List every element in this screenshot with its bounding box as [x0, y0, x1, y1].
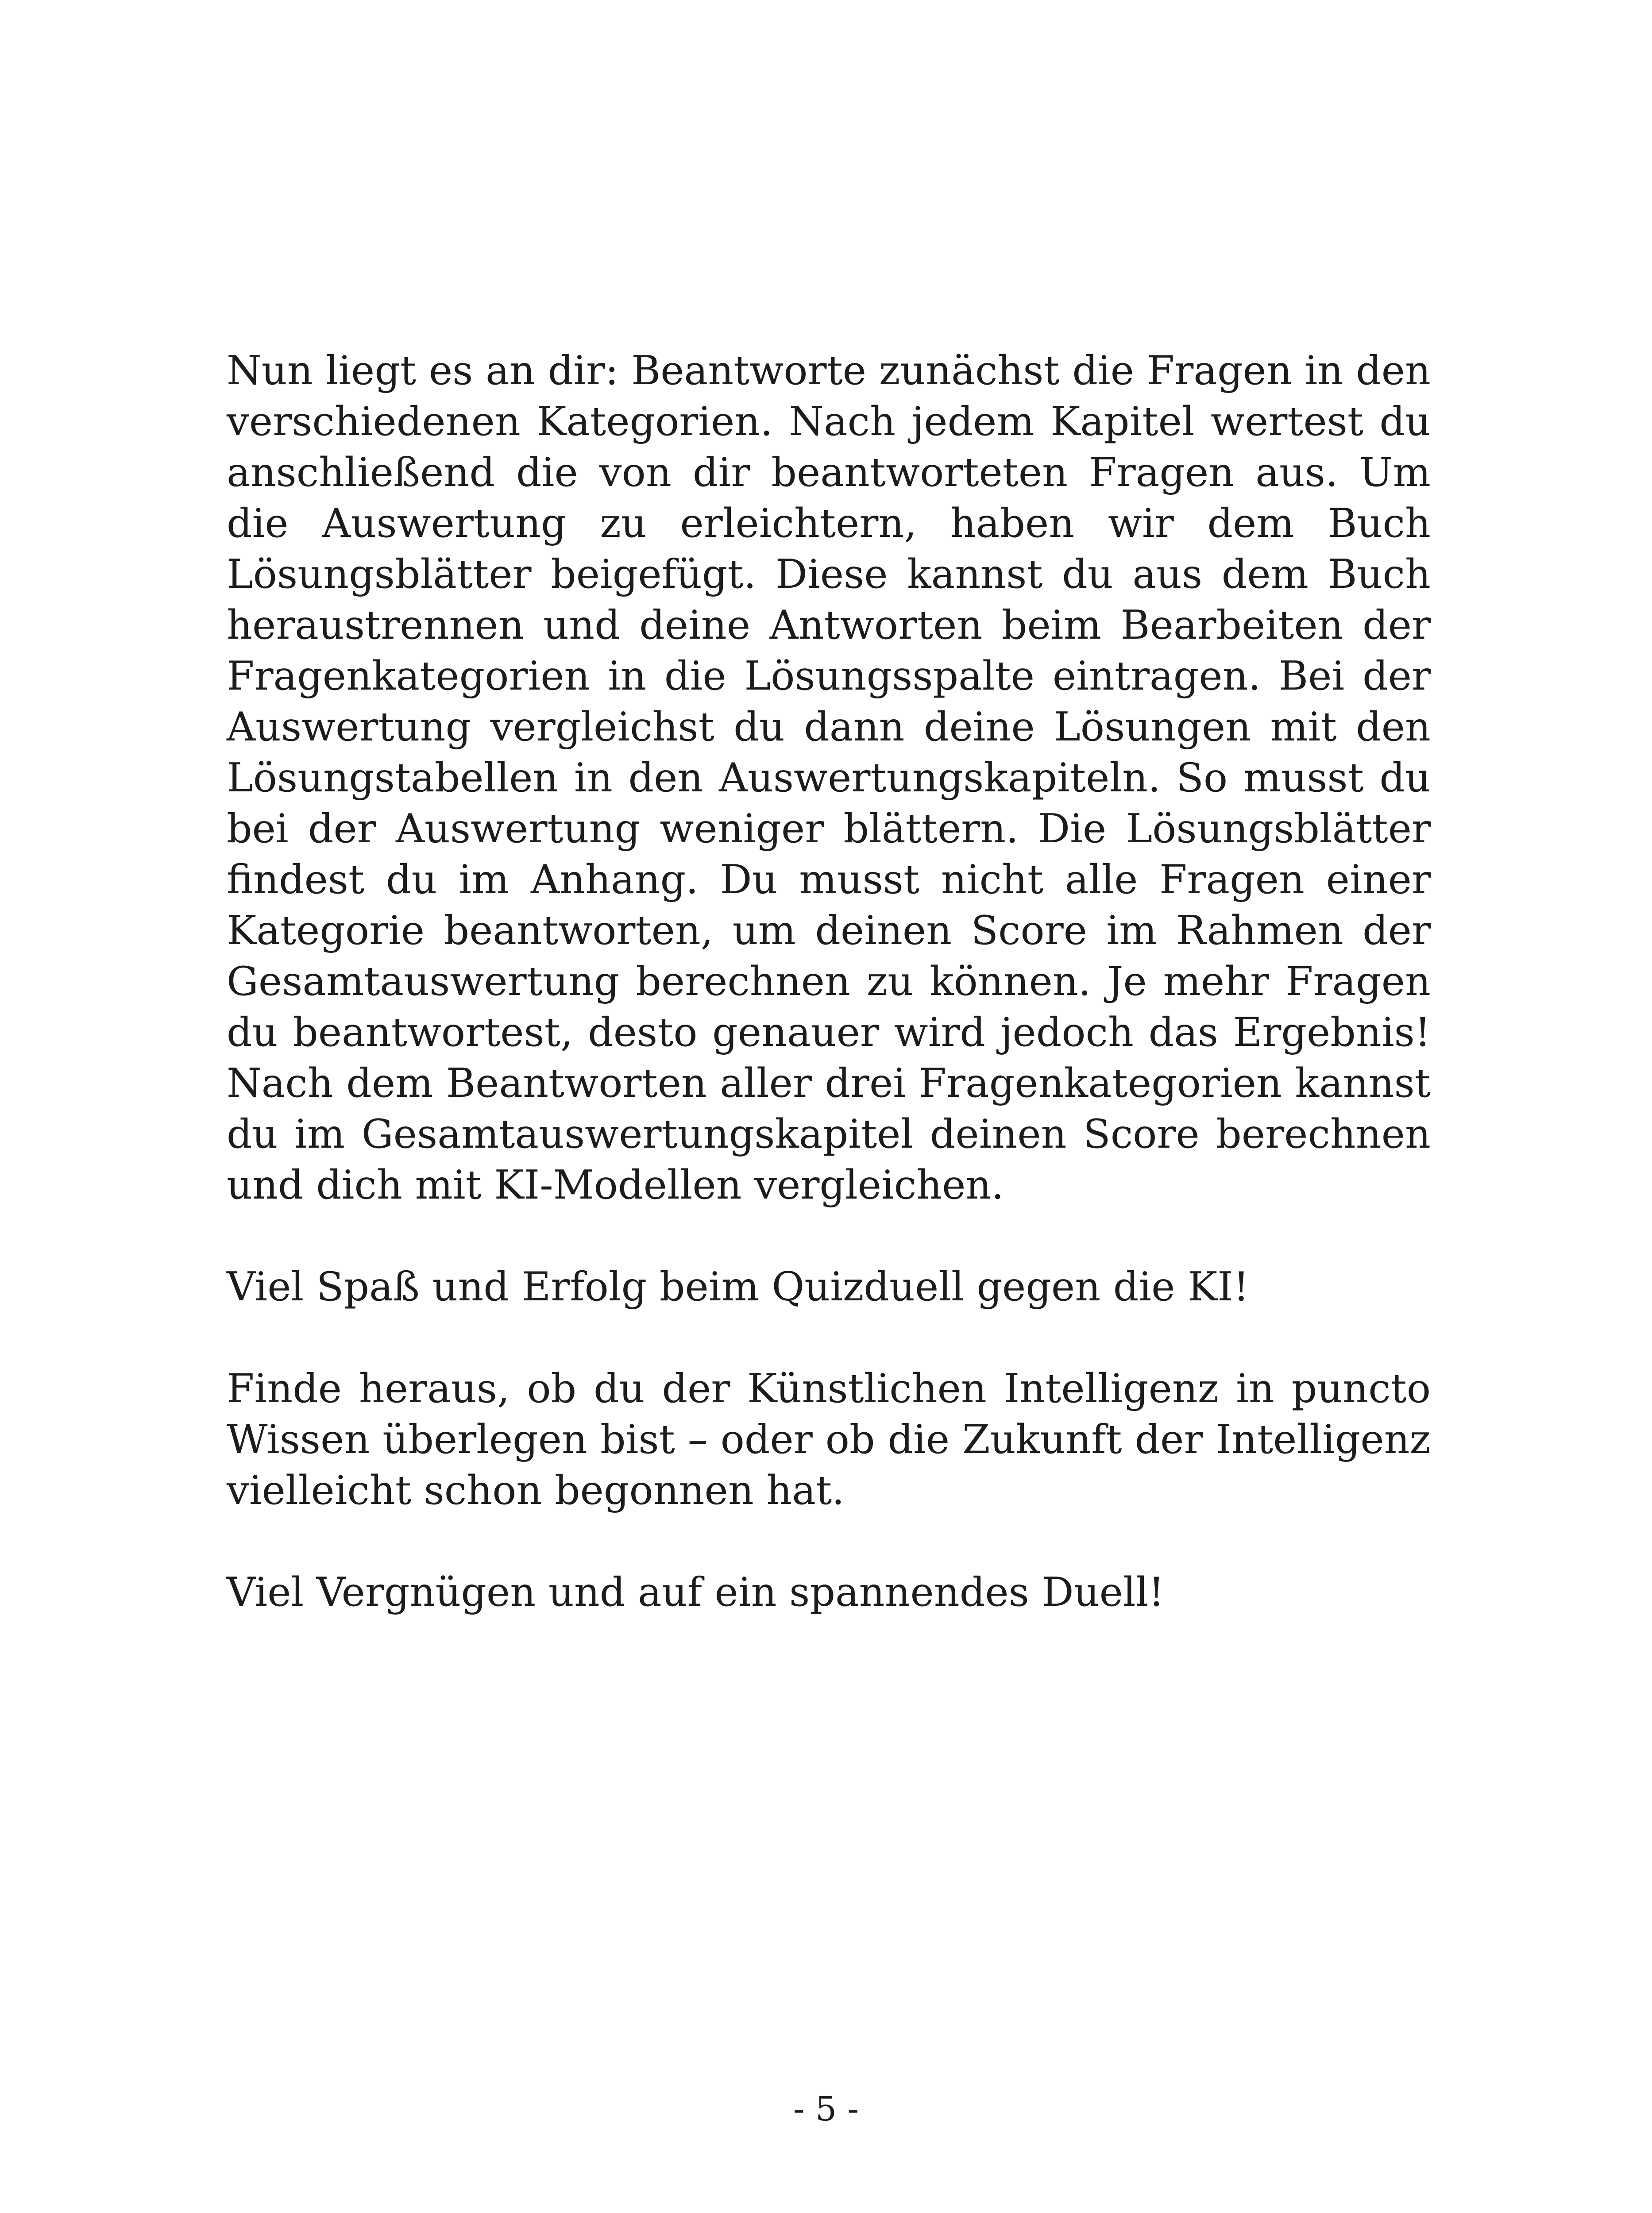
- good-luck-paragraph: Viel Spaß und Erfolg beim Quizduell gegen die KI!: [227, 1264, 1249, 1310]
- body-text: [227, 345, 1431, 1618]
- intro-paragraph: Nun liegt es an dir: Beantworte zunächst die Fragen in den verschiedenen Kategorien. Nach jedem Kapitel wertest du anschließend die von dir beantworteten Fragen aus. Um die Auswertung zu erleichtern, haben wir dem Buch Lösungsblätter beigefügt. Diese kannst du aus dem Buch heraustrennen und deine Antworten beim Bearbeiten der Fragenkategorien in die Lösungsspalte eintragen. Bei der Auswertung vergleichst du dann deine Lösungen mit den Lösungstabellen in den Auswertungskapiteln. So musst du bei der Auswertung weniger blättern. Die Lösungsblätter findest du im Anhang. Du musst nicht alle Fragen einer Kategorie beantworten, um deinen Score im Rahmen der Gesamtauswertung berechnen zu können. Je mehr Fragen du beantwortest, desto genauer wird jedoch das Ergebnis! Nach dem Beantworten aller drei Fragenkategorien kannst du im Gesamtauswertungskapitel deinen Score berechnen und dich mit KI-Modellen vergleichen.: [227, 347, 1431, 1208]
- find-out-paragraph: Finde heraus, ob du der Künstlichen Intelligenz in puncto Wissen überlegen bist – oder ob die Zukunft der Intelligenz vielleicht schon begonnen hat.: [227, 1365, 1431, 1514]
- page-number: - 5 -: [793, 2089, 859, 2128]
- closing-paragraph: Viel Vergnügen und auf ein spannendes Duell!: [227, 1569, 1165, 1615]
